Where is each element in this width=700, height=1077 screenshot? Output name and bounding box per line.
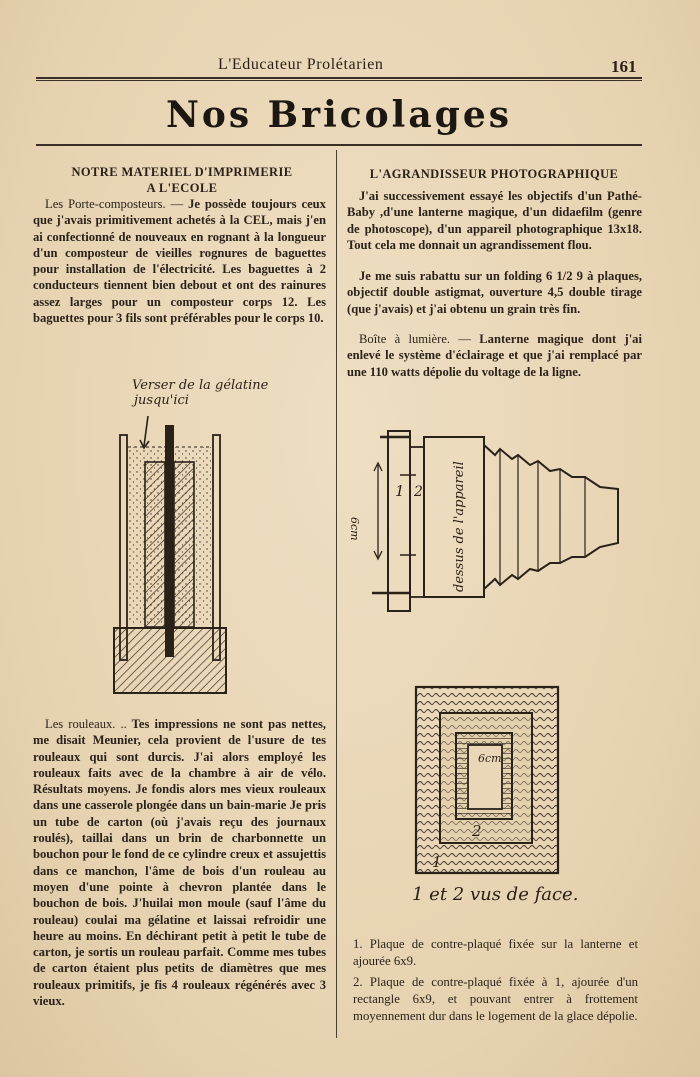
right-heading: L'AGRANDISSEUR PHOTOGRAPHIQUE	[369, 167, 619, 181]
sketch-note-gelatine: Verser de la gélatine jusqu'ici	[132, 378, 269, 408]
left-paragraph-rouleaux: Les rouleaux. .. Tes impressions ne sont pas nettes, me disait Meunier, cela provient de l'usure de tes rouleaux qui sont durcis. J'ai alors employé les rouleaux faits avec de la chambre à air de vélo. Résultats moyens. Je fondis alors mes vieux rouleaux dans une casserole plongée dans un bain-marie Je pris un tube de carton (où j'avais reçu des journaux roulés), taillai dans un brin de charbonnette un bouchon pour le fond de ce cylindre creux et assujettis dans ce manchon, l'âme de bois d'un rouleau au moyen d'une pointe à chevron plantée dans le bouchon de bois. J'huilai mon moule (sauf l'âme du rouleau) coulai ma gélatine et laissai refroidir une heure au moins. En déchirant petit à petit le tube de carton, je sortis un rouleau parfait. Comme mes tubes de carton étaient plus petits de diamètres que mes rouleaux primitifs, je fis 4 rouleaux régénérés avec 3 vieux.	[33, 717, 326, 1009]
sketch2-label-1: 1	[432, 853, 442, 871]
plates-front-sketch	[410, 683, 565, 878]
column-divider	[336, 150, 337, 1038]
sketch2-label-2: 2	[472, 822, 482, 840]
header-rule-top	[36, 77, 642, 79]
sketch1-label-2: 2	[414, 484, 423, 500]
enlarger-side-sketch	[360, 425, 630, 620]
page-title: Nos Bricolages	[165, 94, 513, 136]
sketch2-label-6cm: 6cm	[478, 752, 502, 765]
left-paragraph-porte-composteurs: Les Porte-composteurs. — Je possède toujours ceux que j'avais primitivement achetés à la CEL, mais j'en ai confectionné de nouveaux en rognant à la longueur d'un composteur de vieilles rognures de baguettes pour installation de l'électricité. Les baguettes à 2 conducteurs tiennent bien debout et ont des rainures assez larges pour un composteur corps 12. Les baguettes pour 3 fils sont préférables pour le corps 10.	[33, 197, 326, 326]
note-1: 1. Plaque de contre-plaqué fixée sur la lanterne et ajourée 6x9.	[353, 937, 638, 968]
page-number: 161	[611, 57, 637, 76]
running-title: L'Educateur Prolétarien	[218, 56, 384, 73]
right-paragraph-folding: Je me suis rabattu sur un folding 6 1/2 9 à plaques, objectif double astigmat, ouverture 4,5 double tirage (que j'avais) et j'ai obtenu un grain très fin.	[347, 269, 642, 316]
right-paragraph-boite-lumiere: Boîte à lumière. — Lanterne magique dont j'ai enlevé le système d'éclairage et que j'ai remplacé par une 110 watts dépolie du voltage de la ligne.	[347, 332, 642, 379]
right-paragraph-objectifs: J'ai successivement essayé les objectifs d'un Pathé-Baby ,d'une lanterne magique, d'un didaefilm (genre de photoscope), d'un appareil photographique 13x18. Tout cela me donnait un agrandissement flou.	[347, 189, 642, 252]
note-2: 2. Plaque de contre-plaqué fixée à 1, ajourée d'un rectangle 6x9, et pouvant entrer à frottement moyennement dur dans le logement de la glace dépolie.	[353, 975, 638, 1023]
left-heading: NOTRE MATERIEL D'IMPRIMERIE A L'ECOLE	[71, 165, 293, 195]
header-rule-bottom	[36, 80, 642, 81]
sketch1-label-dessus: dessus de l'appareil	[452, 461, 467, 592]
sketch2-caption: 1 et 2 vus de face.	[412, 884, 579, 905]
sketch1-label-6cm: 6cm	[348, 517, 361, 541]
title-rule	[36, 144, 642, 146]
mould-sketch	[100, 400, 240, 700]
sketch1-label-1: 1	[395, 482, 405, 500]
